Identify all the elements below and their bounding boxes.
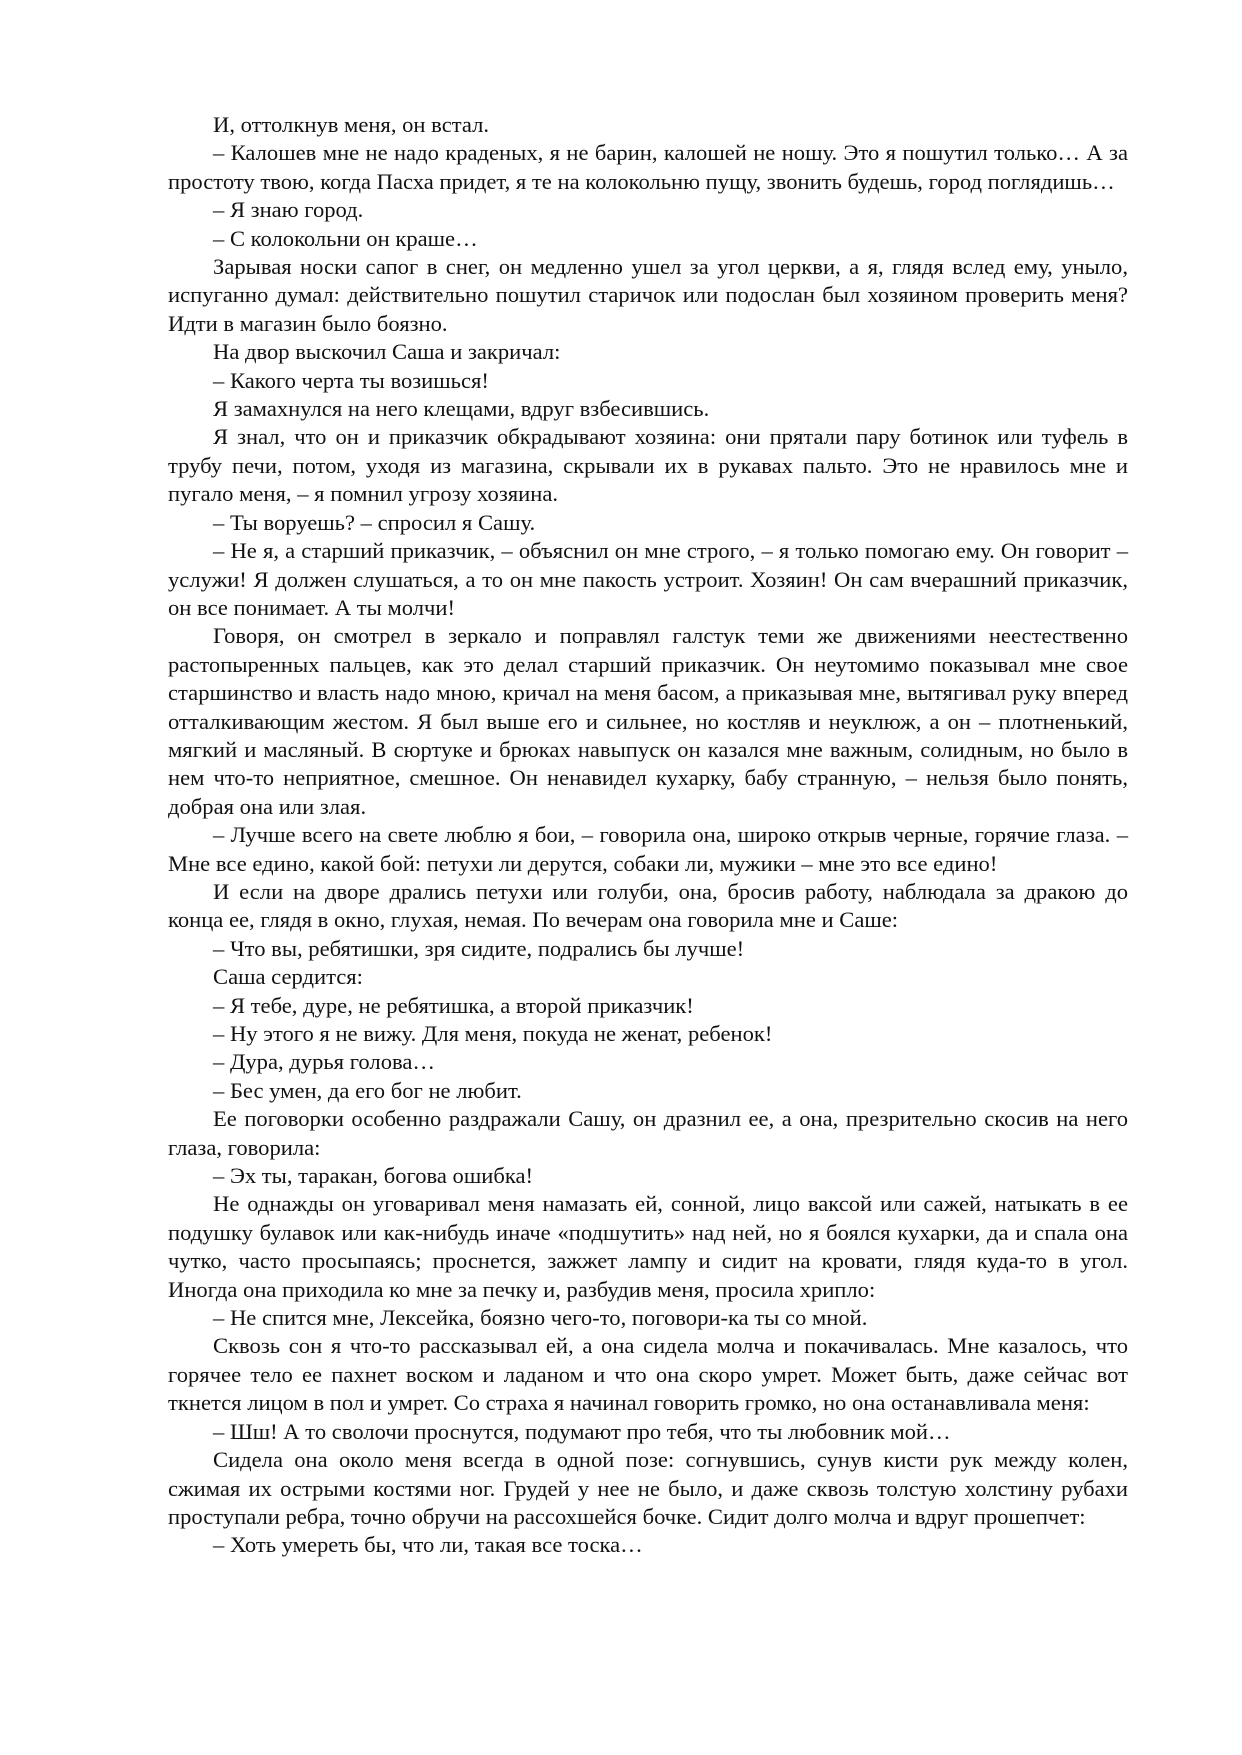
paragraph: – Не я, а старший приказчик, – объяснил он мне строго, – я только помогаю ему. Он говорит – услужи! Я должен слушаться, а то он мне пакость устроит. Хозяин! Он сам вчерашний приказчик, он все понимает. А ты молчи! <box>168 538 1128 620</box>
paragraph: И, оттолкнув меня, он встал. <box>213 112 490 137</box>
paragraph: – Ты воруешь? – спросил я Сашу. <box>213 509 536 535</box>
paragraph: И если на дворе дрались петухи или голуби, она, бросив работу, наблюдала за дракою до конца ее, глядя в окно, глухая, немая. По вечерам она говорила мне и Саше: <box>168 878 1128 933</box>
paragraph: Не однажды он уговаривал меня намазать ей, сонной, лицо ваксой или сажей, натыкать в ее подушку булавок или как-нибудь иначе «подшутить» над ней, но я боялся кухарки, да и спала она чутко, часто просыпаясь; проснется, зажжет лампу и сидит на кровати, глядя куда-то в угол. Иногда она приходила ко мне за печку и, разбудив меня, просила хрипло: <box>168 1191 1128 1302</box>
paragraph: – Лучше всего на свете люблю я бои, – говорила она, широко открыв черные, горячие глаза. – Мне все едино, какой бой: петухи ли дерутся, собаки ли, мужики – мне это все едино! <box>168 822 1128 876</box>
paragraph: – Дура, дурья голова… <box>213 1049 435 1075</box>
paragraph: – Я тебе, дуре, не ребятишка, а второй приказчик! <box>213 992 694 1018</box>
paragraph: – Эх ты, таракан, богова ошибка! <box>213 1163 534 1189</box>
paragraph: – Хоть умереть бы, что ли, такая все тоска… <box>213 1532 643 1558</box>
paragraph: На двор выскочил Саша и закричал: <box>213 339 561 365</box>
paragraph: Саша сердится: <box>213 964 363 990</box>
paragraph: – Что вы, ребятишки, зря сидите, подрались бы лучше! <box>213 935 745 961</box>
paragraph: – С колокольни он краше… <box>213 225 478 251</box>
paragraph: Зарывая носки сапог в снег, он медленно ушел за угол церкви, а я, глядя вслед ему, уныло, испуганно думал: действительно пошутил старичок или подослан был хозяином проверить меня? Идти в магазин было боязно. <box>168 254 1128 336</box>
paragraph: Сквозь сон я что-то рассказывал ей, а она сидела молча и покачивалась. Мне казалось, что горячее тело ее пахнет воском и ладаном и что она скоро умрет. Может быть, даже сейчас вот ткнется лицом в пол и умрет. Со страха я начинал говорить громко, но она останавливала меня: <box>168 1333 1128 1416</box>
paragraph: – Ну этого я не вижу. Для меня, покуда не женат, ребенок! <box>213 1021 773 1046</box>
paragraph: – Я знаю город. <box>213 197 364 223</box>
paragraph: – Не спится мне, Лексейка, боязно чего-то, поговори-ка ты со мной. <box>213 1305 868 1331</box>
paragraph: Я замахнулся на него клещами, вдруг взбесившись. <box>213 396 710 422</box>
paragraph: – Калошев мне не надо краденых, я не барин, калошей не ношу. Это я пошутил только… А за простоту твою, когда Пасха придет, я те на колокольню пущу, звонить будешь, город поглядишь… <box>168 140 1128 194</box>
paragraph: Сидела она около меня всегда в одной позе: согнувшись, сунув кисти рук между колен, сжимая их острыми костями ног. Грудей у нее не было, и даже сквозь толстую холстину рубахи проступали ребра, точно обручи на рассохшейся бочке. Сидит долго молча и вдруг прошепчет: <box>168 1447 1128 1529</box>
paragraph: – Какого черта ты возишься! <box>213 367 489 393</box>
body-text <box>168 111 1128 1560</box>
paragraph: Ее поговорки особенно раздражали Сашу, он дразнил ее, а она, презрительно скосив на него глаза, говорила: <box>168 1106 1128 1160</box>
paragraph: – Шш! А то сволочи проснутся, подумают про тебя, что ты любовник мой… <box>213 1418 951 1444</box>
paragraph: Я знал, что он и приказчик обкрадывают хозяина: они прятали пару ботинок или туфель в трубу печи, потом, уходя из магазина, скрывали их в рукавах пальто. Это не нравилось мне и пугало меня, – я помнил угрозу хозяина. <box>168 424 1128 507</box>
paragraph: Говоря, он смотрел в зеркало и поправлял галстук теми же движениями неестественно растопыренных пальцев, как это делал старший приказчик. Он неутомимо показывал мне свое старшинство и власть надо мною, кричал на меня басом, а приказывая мне, вытягивал руку вперед отталкивающим жестом. Я был выше его и сильнее, но костляв и неуклюж, а он – плотненький, мягкий и масляный. В сюртуке и брюках навыпуск он казался мне важным, солидным, но было в нем что-то неприятное, смешное. Он ненавидел кухарку, бабу странную, – нельзя было понять, добрая она или злая. <box>168 623 1128 819</box>
paragraph: – Бес умен, да его бог не любит. <box>213 1077 522 1103</box>
